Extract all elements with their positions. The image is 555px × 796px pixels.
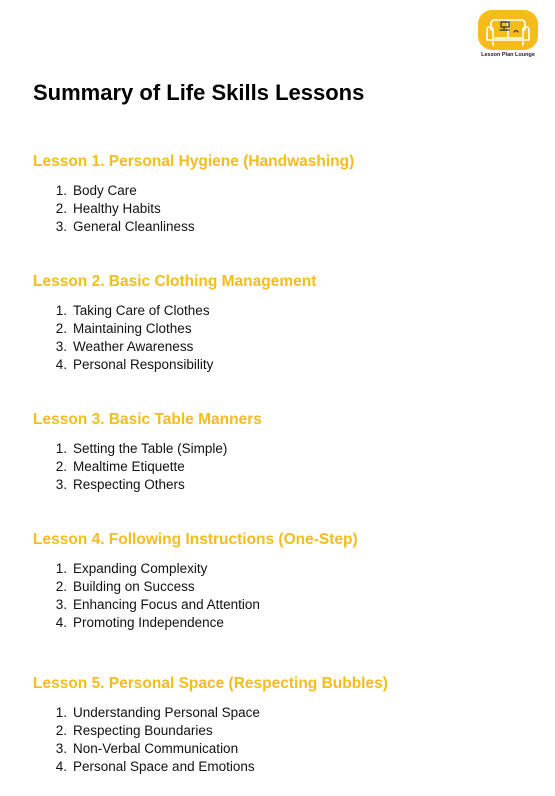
list-item-text: Personal Space and Emotions xyxy=(73,759,255,774)
list-item-number: 2. xyxy=(55,459,67,474)
list-item xyxy=(33,704,533,722)
lesson-topic-list xyxy=(33,182,533,236)
list-item xyxy=(33,560,533,578)
list-item-text: Enhancing Focus and Attention xyxy=(73,597,260,612)
lesson-section-5 xyxy=(33,674,533,776)
list-item-number: 1. xyxy=(55,183,67,198)
list-item-text: Respecting Boundaries xyxy=(73,723,213,738)
lesson-section-2 xyxy=(33,272,533,374)
list-item-number: 4. xyxy=(55,759,67,774)
list-item xyxy=(33,458,533,476)
lesson-plan-lounge-logo xyxy=(475,8,541,62)
list-item-text: Taking Care of Clothes xyxy=(73,303,210,318)
list-item-number: 1. xyxy=(55,561,67,576)
lesson-topic-list xyxy=(33,704,533,776)
list-item-number: 1. xyxy=(55,705,67,720)
list-item-number: 3. xyxy=(55,741,67,756)
sofa-logo-icon xyxy=(475,8,541,52)
lesson-heading: Lesson 2. Basic Clothing Management xyxy=(33,273,317,290)
list-item-number: 4. xyxy=(55,615,67,630)
list-item xyxy=(33,476,533,494)
list-item xyxy=(33,356,533,374)
list-item-text: Setting the Table (Simple) xyxy=(73,441,228,456)
list-item xyxy=(33,200,533,218)
list-item-text: Maintaining Clothes xyxy=(73,321,192,336)
list-item xyxy=(33,758,533,776)
list-item xyxy=(33,320,533,338)
list-item-text: Understanding Personal Space xyxy=(73,705,260,720)
list-item-number: 2. xyxy=(55,201,67,216)
page-title: Summary of Life Skills Lessons xyxy=(33,80,365,105)
lesson-heading: Lesson 3. Basic Table Manners xyxy=(33,411,262,428)
lesson-topic-list xyxy=(33,560,533,632)
list-item xyxy=(33,440,533,458)
list-item-text: Respecting Others xyxy=(73,477,185,492)
lesson-section-3 xyxy=(33,410,533,494)
list-item xyxy=(33,740,533,758)
list-item xyxy=(33,302,533,320)
list-item-number: 2. xyxy=(55,321,67,336)
list-item-number: 2. xyxy=(55,579,67,594)
list-item-number: 3. xyxy=(55,219,67,234)
list-item-text: Healthy Habits xyxy=(73,201,161,216)
lesson-section-4 xyxy=(33,530,533,632)
list-item xyxy=(33,596,533,614)
list-item-number: 1. xyxy=(55,441,67,456)
list-item-text: Personal Responsibility xyxy=(73,357,214,372)
lesson-heading: Lesson 1. Personal Hygiene (Handwashing) xyxy=(33,153,355,170)
list-item-text: General Cleanliness xyxy=(73,219,195,234)
lesson-topic-list xyxy=(33,440,533,494)
lesson-topic-list xyxy=(33,302,533,374)
list-item-number: 3. xyxy=(55,597,67,612)
list-item-number: 3. xyxy=(55,339,67,354)
list-item-number: 2. xyxy=(55,723,67,738)
list-item-text: Non-Verbal Communication xyxy=(73,741,239,756)
logo-text: Lesson Plan Lounge xyxy=(481,52,535,58)
list-item-number: 3. xyxy=(55,477,67,492)
list-item xyxy=(33,614,533,632)
list-item xyxy=(33,578,533,596)
list-item xyxy=(33,182,533,200)
list-item-text: Mealtime Etiquette xyxy=(73,459,185,474)
list-item-text: Weather Awareness xyxy=(73,339,194,354)
list-item-number: 4. xyxy=(55,357,67,372)
list-item-number: 1. xyxy=(55,303,67,318)
lesson-section-1 xyxy=(33,152,533,236)
list-item xyxy=(33,722,533,740)
lesson-heading: Lesson 4. Following Instructions (One-Step) xyxy=(33,531,358,548)
list-item-text: Promoting Independence xyxy=(73,615,224,630)
lesson-heading: Lesson 5. Personal Space (Respecting Bubbles) xyxy=(33,675,388,692)
list-item xyxy=(33,338,533,356)
list-item-text: Body Care xyxy=(73,183,137,198)
list-item-text: Expanding Complexity xyxy=(73,561,208,576)
list-item-text: Building on Success xyxy=(73,579,195,594)
list-item xyxy=(33,218,533,236)
